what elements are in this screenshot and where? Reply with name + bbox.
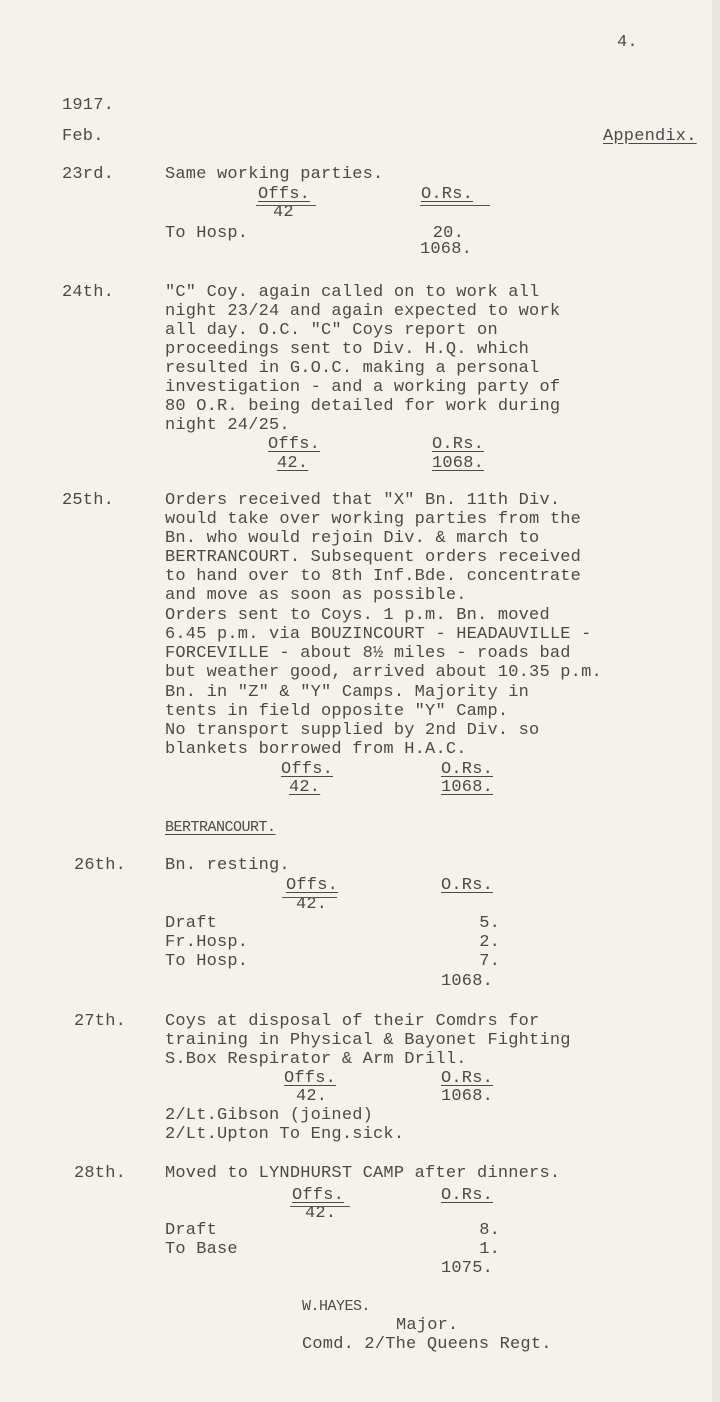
entry-text: Same working parties.	[165, 165, 384, 184]
offs-value: 42.	[305, 1204, 337, 1223]
entry-text: all day. O.C. "C" Coys report on	[165, 321, 498, 340]
row-value: 5.	[479, 914, 500, 933]
entry-text: Orders sent to Coys. 1 p.m. Bn. moved	[165, 606, 550, 625]
entry-text: would take over working parties from the	[165, 510, 582, 529]
entry-text: Moved to LYNDHURST CAMP after dinners.	[165, 1164, 561, 1183]
entry-text: "C" Coy. again called on to work all	[165, 283, 540, 302]
appendix-label: Appendix.	[603, 127, 697, 146]
month: Feb.	[62, 127, 104, 146]
row-label: Draft	[165, 1221, 218, 1240]
signature-name: W.HAYES.	[302, 1298, 371, 1315]
row-label: Fr.Hosp.	[165, 933, 249, 952]
ors-value: 1068.	[432, 454, 485, 473]
row-value: 7.	[479, 952, 500, 971]
entry-text: and move as soon as possible.	[165, 586, 467, 605]
entry-text: 6.45 p.m. via BOUZINCOURT - HEADAUVILLE -	[165, 625, 592, 644]
rule	[256, 205, 316, 206]
entry-text: night 23/24 and again expected to work	[165, 302, 561, 321]
entry-text: tents in field opposite "Y" Camp.	[165, 702, 509, 721]
offs-header: Offs.	[292, 1186, 345, 1205]
row-value: 20.	[432, 224, 464, 243]
entry-date: 26th.	[74, 856, 127, 875]
entry-text: 80 O.R. being detailed for work during	[165, 397, 561, 416]
offs-header: Offs.	[284, 1069, 337, 1088]
ors-header: O.Rs.	[421, 185, 474, 204]
row-value: 2.	[479, 933, 500, 952]
row-label: To Base	[165, 1240, 238, 1259]
offs-header: Offs.	[286, 876, 339, 895]
row-value: 8.	[479, 1221, 500, 1240]
entry-text: Bn. in "Z" & "Y" Camps. Majority in	[165, 683, 530, 702]
ors-header: O.Rs.	[441, 760, 494, 779]
entry-text: BERTRANCOURT. Subsequent orders received	[165, 548, 582, 567]
place-heading: BERTRANCOURT.	[165, 819, 276, 836]
entry-text: Bn. who would rejoin Div. & march to	[165, 529, 540, 548]
entry-text: proceedings sent to Div. H.Q. which	[165, 340, 530, 359]
entry-date: 25th.	[62, 491, 115, 510]
row-label: Draft	[165, 914, 218, 933]
entry-text: training in Physical & Bayonet Fighting	[165, 1031, 571, 1050]
page-number: 4.	[617, 33, 638, 52]
offs-header: Offs.	[281, 760, 334, 779]
row-label: To Hosp.	[165, 952, 249, 971]
entry-date: 28th.	[74, 1164, 127, 1183]
offs-header: Offs.	[258, 185, 311, 204]
entry-text: Orders received that "X" Bn. 11th Div.	[165, 491, 561, 510]
entry-date: 27th.	[74, 1012, 127, 1031]
rule	[290, 1206, 350, 1207]
note: 2/Lt.Upton To Eng.sick.	[165, 1125, 405, 1144]
ors-header: O.Rs.	[441, 876, 494, 895]
entry-text: FORCEVILLE - about 8½ miles - roads bad	[165, 644, 571, 663]
offs-value: 42.	[289, 778, 321, 797]
row-value: 1.	[479, 1240, 500, 1259]
entry-date: 23rd.	[62, 165, 115, 184]
total-value: 1068.	[420, 240, 473, 259]
entry-text: investigation - and a working party of	[165, 378, 561, 397]
entry-text: resulted in G.O.C. making a personal	[165, 359, 540, 378]
ors-header: O.Rs.	[432, 435, 485, 454]
page-edge	[712, 0, 720, 1402]
offs-value: 42.	[296, 895, 328, 914]
ors-header: O.Rs.	[441, 1186, 494, 1205]
entry-text: S.Box Respirator & Arm Drill.	[165, 1050, 467, 1069]
ors-header: O.Rs.	[441, 1069, 494, 1088]
entry-text: but weather good, arrived about 10.35 p.m.	[165, 663, 602, 682]
entry-date: 24th.	[62, 283, 115, 302]
entry-text: Coys at disposal of their Comdrs for	[165, 1012, 540, 1031]
rule	[420, 205, 490, 206]
total-value: 1068.	[441, 972, 494, 991]
offs-header: Offs.	[268, 435, 321, 454]
entry-text: blankets borrowed from H.A.C.	[165, 740, 467, 759]
entry-text: No transport supplied by 2nd Div. so	[165, 721, 540, 740]
rule	[282, 897, 337, 898]
ors-value: 1068.	[441, 1087, 494, 1106]
offs-value: 42	[273, 203, 294, 222]
offs-value: 42.	[277, 454, 309, 473]
year: 1917.	[62, 96, 115, 115]
entry-text: Bn. resting.	[165, 856, 290, 875]
entry-text: to hand over to 8th Inf.Bde. concentrate	[165, 567, 582, 586]
note: 2/Lt.Gibson (joined)	[165, 1106, 374, 1125]
signature-command: Comd. 2/The Queens Regt.	[302, 1335, 552, 1354]
offs-value: 42.	[296, 1087, 328, 1106]
total-value: 1075.	[441, 1259, 494, 1278]
ors-value: 1068.	[441, 778, 494, 797]
entry-text: night 24/25.	[165, 416, 290, 435]
signature-rank: Major.	[396, 1316, 459, 1335]
row-label: To Hosp.	[165, 224, 249, 243]
